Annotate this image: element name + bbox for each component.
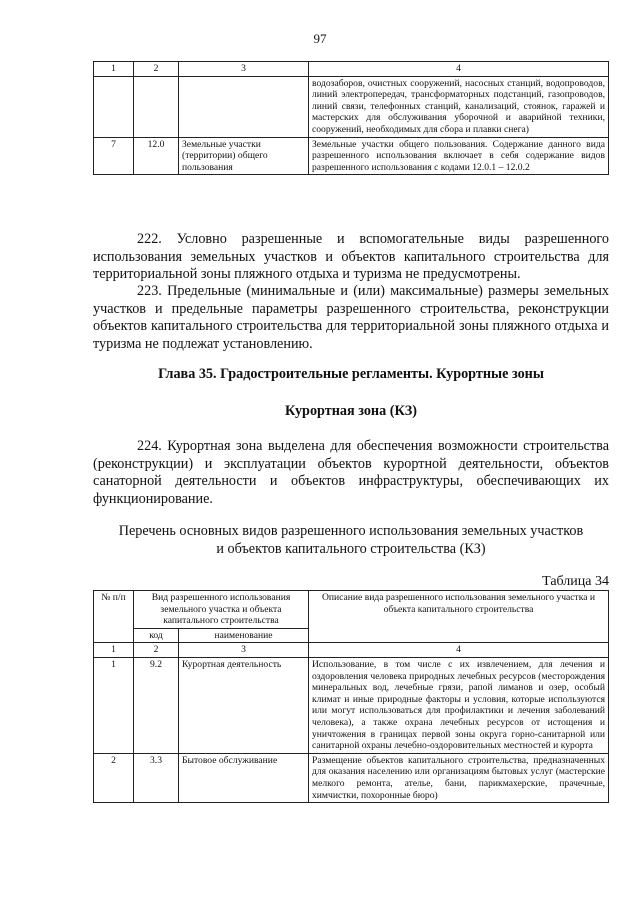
col-index: 2 bbox=[134, 62, 179, 77]
table-row bbox=[94, 657, 609, 753]
table-index-row bbox=[94, 62, 609, 77]
row-name bbox=[179, 76, 309, 137]
col-index: 4 bbox=[309, 643, 609, 658]
col-index: 2 bbox=[134, 643, 179, 658]
row-code: 12.0 bbox=[134, 137, 179, 175]
row-name: Курортная деятельность bbox=[179, 657, 309, 753]
row-code: 9.2 bbox=[134, 657, 179, 753]
row-num: 7 bbox=[94, 137, 134, 175]
header-description: Описание вида разрешенного использования земельного участка и объекта капитального строительства bbox=[309, 591, 609, 643]
zone-title: Курортная зона (КЗ) bbox=[285, 403, 417, 419]
col-index: 1 bbox=[94, 643, 134, 658]
col-index: 3 bbox=[179, 62, 309, 77]
row-description: Земельные участки общего пользования. Содержание данного вида разрешенного использования включает в себя содержание видов разрешенного использования с кодами 12.0.1 – 12.0.2 bbox=[309, 137, 609, 175]
table-label: Таблица 34 bbox=[542, 574, 609, 589]
row-description: Размещение объектов капитального строительства, предназначенных для оказания населению или организациям бытовых услуг (мастерские мелкого ремонта, ателье, бани, парикмахерские, прачечные, химчистки, похоронные бюро) bbox=[309, 753, 609, 802]
table-index-row bbox=[94, 643, 609, 658]
header-num: № п/п bbox=[94, 591, 134, 643]
table-continuation bbox=[93, 61, 609, 175]
row-code bbox=[134, 76, 179, 137]
col-index: 1 bbox=[94, 62, 134, 77]
header-type: Вид разрешенного использования земельного участка и объекта капитального строительства bbox=[134, 591, 309, 629]
paragraph-223: 223. Предельные (минимальные и (или) максимальные) размеры земельных участков и предельные параметры разрешенного строительства, реконструкции объектов капитального строительства для территориальной зоны пляжного отдыха и туризма не подлежат установлению. bbox=[93, 283, 609, 352]
table-row bbox=[94, 137, 609, 175]
row-description: водозаборов, очистных сооружений, насосных станций, водопроводов, линий электропередач, трансформаторных подстанций, газопроводов, линий связи, телефонных станций, канализаций, стоянок, гаражей и мастерских для обслуживания уборочной и аварийной техники, сооружений, необходимых для сбора и плавки снега) bbox=[309, 76, 609, 137]
paragraph-222: 222. Условно разрешенные и вспомогательные виды разрешенного использования земельных участков и объектов капитального строительства для территориальной зоны пляжного отдыха и туризма не предусмотрены. bbox=[93, 231, 609, 283]
table-header-row bbox=[94, 591, 609, 629]
paragraph-224: 224. Курортная зона выделена для обеспечения возможности строительства (реконструкции) и эксплуатации объектов курортной деятельности, объектов санаторной деятельности и объектов инфраструктуры, обеспечивающих их функционирование. bbox=[93, 438, 609, 507]
page-number: 97 bbox=[313, 31, 327, 46]
table-34 bbox=[93, 590, 609, 803]
row-name: Земельные участки (территории) общего пользования bbox=[179, 137, 309, 175]
col-index: 3 bbox=[179, 643, 309, 658]
row-name: Бытовое обслуживание bbox=[179, 753, 309, 802]
row-description: Использование, в том числе с их извлечением, для лечения и оздоровления человека природных лечебных ресурсов (месторождения минеральных вод, лечебные грязи, рапой лиманов и озер, особый климат и иные природные факторы и условия, которые используются или могут использоваться для профилактики и лечения заболеваний человека), а также охрана лечебных ресурсов от истощения и уничтожения в границах первой зоны округа горно-санитарной или санитарной охраны лечебно-оздоровительных местностей и курорта bbox=[309, 657, 609, 753]
col-index: 4 bbox=[309, 62, 609, 77]
row-num: 1 bbox=[94, 657, 134, 753]
row-code: 3.3 bbox=[134, 753, 179, 802]
table-row bbox=[94, 753, 609, 802]
row-num: 2 bbox=[94, 753, 134, 802]
chapter-title: Глава 35. Градостроительные регламенты. Курортные зоны bbox=[158, 366, 544, 382]
header-name: наименование bbox=[179, 628, 309, 643]
table-row bbox=[94, 76, 609, 137]
row-num bbox=[94, 76, 134, 137]
header-code: код bbox=[134, 628, 179, 643]
list-title-line1: Перечень основных видов разрешенного использования земельных участков bbox=[118, 523, 584, 539]
list-title-line2: и объектов капитального строительства (КЗ) bbox=[216, 541, 486, 557]
